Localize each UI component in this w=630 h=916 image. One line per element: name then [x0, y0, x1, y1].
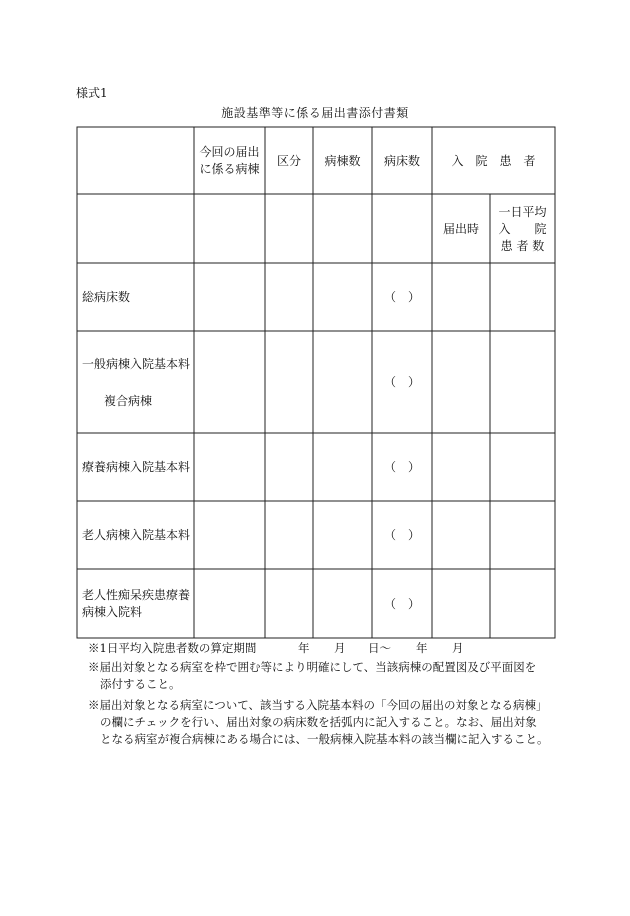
- note-floor-plan: ※届出対象となる病室を枠で囲む等により明確にして、当該病棟の配置図及び平面図を 添付すること。: [88, 660, 537, 691]
- header-inpatients: 入 院 患 者: [451, 154, 536, 168]
- beds-field-elderly: （ ）: [383, 528, 420, 542]
- table-border: [77, 127, 555, 638]
- header-at-filing: 届出時: [442, 222, 479, 236]
- header-category: 区分: [276, 154, 301, 168]
- row-label-dementia-ward: 老人性痴呆疾患療養 病棟入院料: [82, 588, 191, 619]
- note-calculation-period: ※1日平均入院患者数の算定期間 年 月 日～ 年 月: [88, 641, 464, 655]
- row-label-elderly-ward: 老人病棟入院基本料: [82, 528, 191, 542]
- beds-field-general: （ ）: [383, 375, 420, 389]
- header-beds: 病床数: [383, 154, 420, 168]
- row-label-recuperation-ward: 療養病棟入院基本料: [82, 460, 191, 474]
- beds-field-total: （ ）: [383, 290, 420, 304]
- note-check-instructions: ※届出対象となる病室について、該当する入院基本料の「今回の届出の対象となる病棟」 の欄にチェックを行い、届出対象の病床数を括弧内に記入すること。なお、届出対象 となる病室が複合病棟にある場合には、一般病棟入院基本料の該当欄に記入すること。: [88, 698, 549, 746]
- document-title: 施設基準等に係る届出書添付書類: [221, 106, 409, 120]
- row-sublabel-combined-ward: 複合病棟: [104, 394, 153, 408]
- row-label-general-ward: 一般病棟入院基本料: [82, 357, 191, 371]
- beds-field-recuperation: （ ）: [383, 460, 420, 474]
- header-current-filing: 今回の届出 に係る病棟: [199, 145, 260, 176]
- form-number: 様式1: [76, 86, 108, 100]
- beds-field-dementia: （ ）: [383, 597, 420, 611]
- row-label-total-beds: 総病床数: [82, 290, 131, 304]
- header-wards: 病棟数: [324, 154, 361, 168]
- header-daily-average: 一日平均 入 院 患 者 数: [498, 205, 547, 253]
